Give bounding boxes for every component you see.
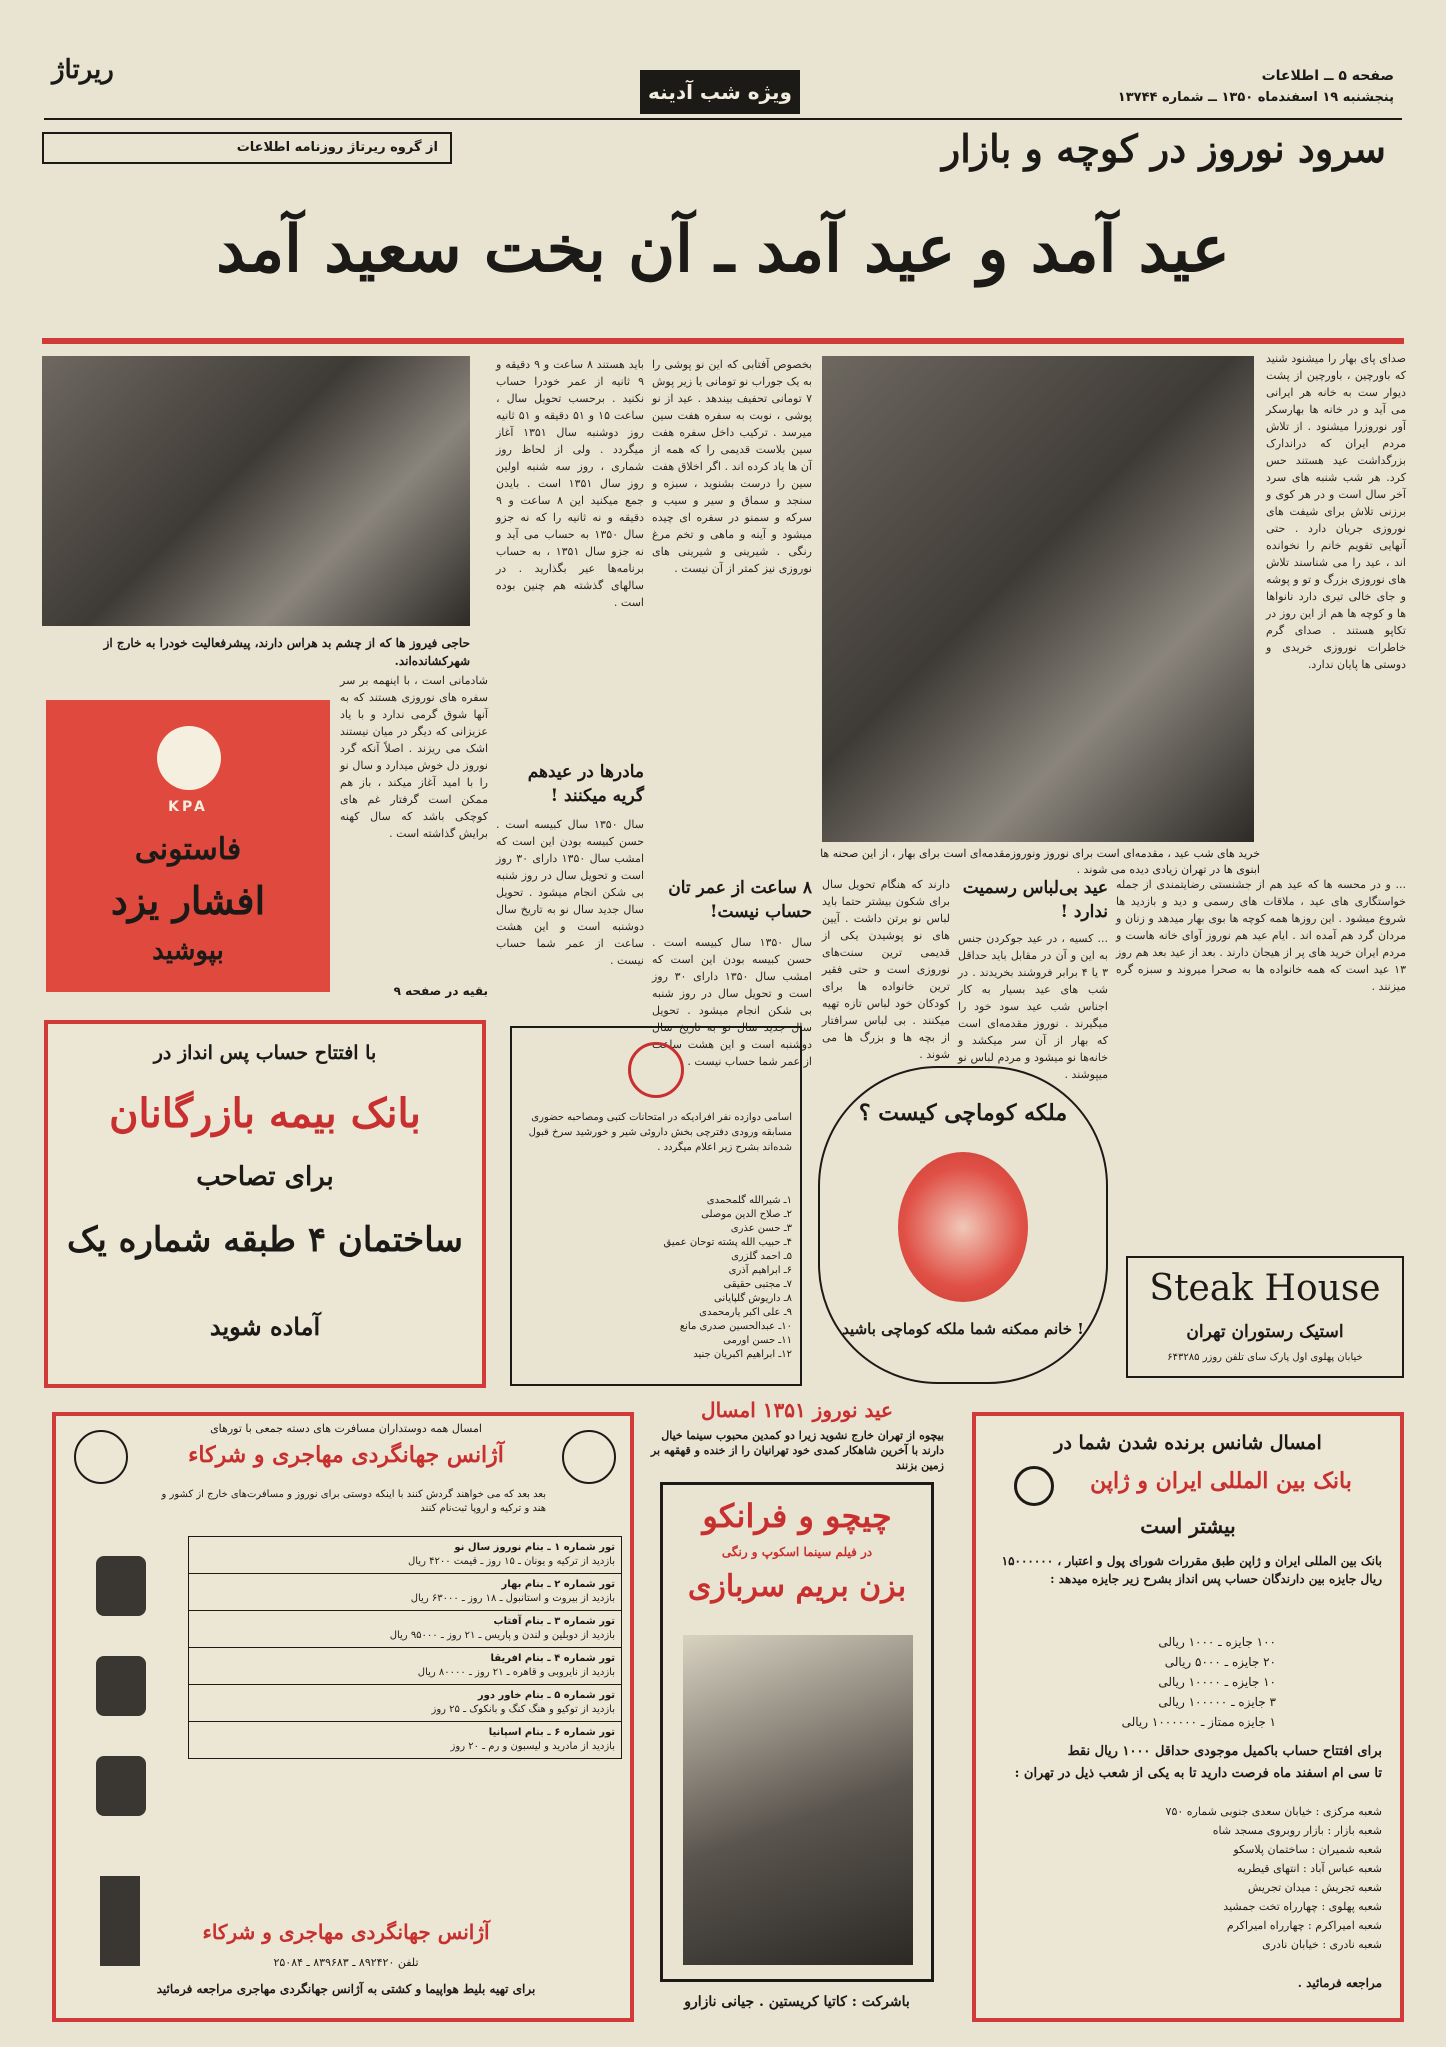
kicker: سرود نوروز در کوچه و بازار [941, 126, 1386, 171]
ij-bank: بانک بین المللی ایران و ژاپن [1090, 1468, 1352, 1494]
ij-footer: مراجعه فرمائید . [1297, 1976, 1382, 1990]
ad-bank-bime [44, 1020, 486, 1388]
results-name: ۶ـ ابراهیم آذری [728, 1265, 792, 1276]
article-col-lower-right: ... و در محسه ها که عید هم از جشنستی رضایتمندی از جمله خواستگاری های عید ، ملاقات های رسمی و دید و بازدید ها شروع میشود . این روزها همه کوچه ها بوی بهار میدهد و زنان و مردان گرد هم آمده اند . ایام عید هم نوروز آوای خانه هاست و مردم ایران خرید های پر از هیجان دارند . بعد از عید بعد هم روز ۱۳ عید است که همه خانواده ها به صحرا میروند و سبزه گره میزنند . [1116, 878, 1406, 993]
results-intro: اسامی دوازده نفر افرادیکه در امتحانات کتبی ومصاحبه حضوری مسابقه ورودی دفترچی بخش داروئی شیر و خورشید سرخ قبول شده‌اند بشرح زیر اعلام میگردد . [528, 1112, 792, 1153]
ij-branch: شعبه بازار : بازار روبروی مسجد شاه [1212, 1824, 1382, 1837]
travel-tour-table [188, 1536, 622, 1759]
ij-prize-value: ۱۰۰۰۰۰۰ ریالی [1121, 1715, 1197, 1729]
ij-logo-icon [1014, 1466, 1054, 1506]
subhead-hours: ۸ ساعت از عمر تان حساب نیست! [668, 878, 812, 922]
masthead-rule [44, 118, 1402, 120]
queen-top: ملکه کوماچی کیست ؟ [858, 1100, 1068, 1126]
ij-desc: بانک بین المللی ایران و ژاپن طبق مقررات شورای پول و اعتبار ، ۱۵۰۰۰۰۰۰ ریال جایزه بین دارندگان حساب پس انداز بشرح زیر جایزه میدهد : [1001, 1554, 1382, 1586]
ij-branches [992, 1802, 1382, 1954]
tour-name: تور شماره ۵ ـ بنام خاور دور [477, 1690, 615, 1701]
section-label: ویژه شب آدینه [640, 70, 800, 114]
results-name: ۳ـ حسن عذری [730, 1223, 792, 1234]
ij-cta1: برای افتتاح حساب باکمیل موجودی حداقل ۱۰۰۰ ریال نقط [1067, 1744, 1382, 1759]
ad-kpa [46, 700, 330, 992]
tour-row [189, 1537, 621, 1574]
main-headline: عید آمد و عید آمد ـ آن بخت سعید آمد [216, 212, 1230, 287]
photo-night-market [822, 356, 1254, 842]
ij-branch: شعبه مرکزی : خیابان سعدی جنوبی شماره ۷۵۰ [1165, 1805, 1382, 1818]
tour-row [189, 1574, 621, 1611]
tour-row [189, 1648, 621, 1685]
tour-detail: بازدید از بیروت و استانبول ـ ۱۸ روز ـ ۶۳۰۰۰ ریال [410, 1593, 615, 1604]
caption-right-photo: خرید های شب عید ، مقدمه‌ای است برای نوروز ونوروزمقدمه‌ای است برای بهار ، از این صحنه ها ابنوی ها در تهران زیادی دیده می شوند . [820, 847, 1260, 876]
ad-exam-results [510, 1026, 802, 1386]
article-col-right: صدای پای بهار را میشنود شنید که باورچین ، باورچین از پشت دیوار ست به خانه هر ایرانی می آید و در خانه ها بهارسکر آور نوروزرا میشنود . از تلاش مردم ایران که دراندارک بزرگداشت عید هستند حس کرد. هر شب شنبه های سرد آخر سال است و در هر کوی و برزنی تلاش برای شیفت های نوروزی جریان دارد . حتی آنهایی تقویم خانم را نخوانده اند ، عید را می شناسند تلاش های نوروزی بزرگ و تو و پوشه و جای خالی تیری دارد نانواها ها و کوچه ها هم از این روز در تکاپو هستند . صدای گرم خاطرات نوروزی خریدی و دوستی ها پایان ندارد. [1266, 352, 1406, 671]
results-name: ۱۱ـ حسن اورمی [723, 1335, 792, 1346]
article-col-mid-b: سال ۱۳۵۰ سال کبیسه است . حسن کبیسه بودن این است که امشب سال ۱۳۵۰ دارای ۳۰ روز است و تحویل سال در روز شنبه بی شکن انجام میشود . تحویل سال جدید سال نو به تاریخ سال دوشنبه است و این هشت ساعت از عمر شما حساب نیست . [496, 818, 644, 967]
ij-branch: شعبه شمیران : ساختمان پلاسکو [1233, 1843, 1382, 1856]
results-name: ۸ـ داریوش گلپایانی [714, 1293, 792, 1304]
article-col-lower-mid3: سال ۱۳۵۰ سال کبیسه است . حسن کبیسه بودن این است که امشب سال ۱۳۵۰ دارای ۳۰ روز است و تحویل سال در روز شنبه بی شکن انجام میشود . تحویل سال جدید سال نو به تاریخ سال دوشنبه است و این هشت ساعت از عمر شما حساب نیست . [652, 936, 812, 1068]
lion-sun-icon [628, 1042, 684, 1098]
kpa-logo-icon [157, 726, 221, 790]
caption-left-photo: حاجی فیروز ها که از چشم بد هراس دارند، پیشرفعالیت خودرا به خارج از شهرکشانده‌اند. [103, 636, 470, 668]
results-list [522, 1194, 792, 1362]
movie-title2: بزن بریم سربازی [687, 1569, 907, 1604]
bime-line3: برای تصاحب [196, 1162, 334, 1192]
horseman-icon [96, 1756, 146, 1816]
byline-box: از گروه ریرتاژ روزنامه اطلاعات [42, 132, 452, 164]
tour-row [189, 1611, 621, 1648]
results-name: ۱۰ـ عبدالحسین صدری مانع [679, 1321, 792, 1332]
results-name: ۲ـ صلاح الدین موصلی [701, 1209, 792, 1220]
queen-bottom: خانم ممکنه شما ملکه کوماچی باشید ! [842, 1320, 1084, 1338]
dancer-icon [96, 1656, 146, 1716]
ij-prize-value: ۱۰۰۰ ریالی [1158, 1635, 1215, 1649]
travel-phones: تلفن ۸۹۲۴۲۰ ـ ۸۳۹۶۸۳ ـ ۲۵۰۸۴ [273, 1956, 419, 1969]
travel-intro: امسال همه دوستداران مسافرت های دسته جمعی با تورهای [210, 1422, 482, 1435]
bime-line4: ساختمان ۴ طبقه شماره یک [66, 1220, 464, 1260]
article-col-lower-mid2: دارند که هنگام تحویل سال برای شکون بیشتر حتما باید لباس نو برتن داشت . آیین های نو پوشیدن یکی از قدیمی ترین سنت‌های نوروزی است و حتی فقیر ترین خانواده ها برای کودکان خود لباس تازه تهیه میکنند . بی لباس سرافتار از بچه ها و بزرگ ها می شوند . [822, 878, 950, 1061]
article-col-mid-right: بخصوص آفتابی که این نو پوشی را به یک جوراب نو تومانی یا زیر پوش ۷ تومانی تحفیف بیندهد . عید از نو پوشی ، نوبت به سفره هفت سین میرسد . ترکیب داخل سفره هفت سین بلاست قدیمی را که همه از آن ها یاد کرده اند . اگر اخلاق هفت سین را درست بشنوید ، سبزه و سنجد و سماق و سیر و سیب و سرکه و سمنو در سفره ای چیده میشود و آینه و ماهی و تخم مرغ رنگی . شیرینی و شیرینی های نوروزی نیز کمتر از آن نیست . [652, 358, 812, 575]
movie-title1: چیچو و فرانکو [702, 1497, 892, 1535]
kpa-line3: بپوشید [152, 936, 224, 966]
travel-logo-right-icon [562, 1430, 616, 1484]
ij-prize-value: ۵۰۰۰ ریالی [1164, 1655, 1221, 1669]
kpa-line1: فاستونی [134, 832, 242, 867]
ij-prize-label: ۲۰ جایزه [1231, 1655, 1276, 1669]
tour-name: تور شماره ۳ ـ بنام آفتاب [493, 1616, 615, 1627]
tour-row [189, 1722, 621, 1758]
results-name: ۹ـ علی اکبر یارمحمدی [699, 1307, 792, 1318]
article-col-left: شادمانی است ، با اینهمه بر سر سفره های نوروزی هستند که به آنها شوق گرمی ندارد و با یاد عزیزانی که دیگر در میان نیستند اشک می ریزند . اصلاً آنکه گرد نوروز دل خوش میدارد و سال نو را با امید آغاز میکند ، باز هم ممکن است گرفتار غم های کوچکی باشد که سال کهنه برایش گذاشته است . [340, 674, 488, 840]
ij-branch: شعبه امیراکرم : چهارراه امیراکرم [1226, 1919, 1382, 1932]
ij-prize-row: ۳ جایزه ـ ۱۰۰۰۰۰ ریالی [1158, 1695, 1276, 1709]
tour-detail: بازدید از ترکیه و یونان ـ ۱۵ روز ـ قیمت ۴۲۰۰ ریال [407, 1556, 615, 1567]
kpa-line2: افشار یزد [110, 878, 266, 923]
ij-branch: شعبه پهلوی : چهارراه تخت جمشید [1223, 1900, 1382, 1913]
kpa-logo-text: KPA [168, 799, 208, 815]
steak-addr: خیابان پهلوی اول پارک سای تلفن روزر ۶۴۳۲۸۵ [1167, 1352, 1363, 1363]
results-name: ۱ـ شیرالله گلمحمدی [706, 1195, 792, 1206]
issue-page: صفحه ۵ ــ اطلاعات [1261, 68, 1394, 84]
queen-portrait-icon [898, 1152, 1028, 1302]
ij-cta2: تا سی ام اسفند ماه فرصت دارید تا به یکی از شعب ذیل در تهران : [1014, 1766, 1382, 1781]
tour-detail: بازدید از توکیو و هنگ کنگ و بانکوک ـ ۲۵ روز [431, 1704, 615, 1715]
headline-red-rule [42, 338, 1404, 344]
ij-prize-label: ۳ جایزه [1238, 1695, 1276, 1709]
ij-prize-label: ۱ جایزه ممتاز [1208, 1715, 1276, 1729]
photo-haji-firouz [42, 356, 470, 626]
results-name: ۵ـ احمد گلزری [731, 1251, 792, 1262]
travel-title: آژانس جهانگردی مهاجری و شرکاء [188, 1442, 504, 1468]
tour-name: تور شماره ۱ ـ بنام نوروز سال نو [454, 1542, 615, 1553]
ij-branch: شعبه عباس آباد : انتهای قیطریه [1236, 1862, 1382, 1875]
article-col-lower-mid1: ... کسیه ، در عید جوکردن جنس به این و آن در مقابل باید حداقل ۳ یا ۴ برابر فروشند بخریدند . در شب های عید بسیار به کار اجناس شب عید سود خود را میگیرند . نوروز مقدمه‌ای است که بهار از آن سر میکشد و خانه‌ها نو میشود و مردم لباس نو میپوشند . [958, 932, 1108, 1081]
bime-line1: با افتتاح حساب پس انداز در [153, 1042, 377, 1064]
tour-name: تور شماره ۲ ـ بنام بهار [501, 1579, 615, 1590]
results-name: ۴ـ حبیب الله پشته توحان عمیق [663, 1237, 792, 1248]
bime-line2: بانک بیمه بازرگانان [109, 1090, 421, 1137]
steak-title: Steak House [1149, 1268, 1381, 1309]
issue-date: پنجشنبه ۱۹ اسفندماه ۱۳۵۰ ــ شماره ۱۳۷۴۴ [1117, 90, 1394, 105]
movie-subtitle: در فیلم سینما اسکوپ و رنگی [721, 1545, 873, 1559]
ij-prize-row: ۱ جایزه ممتاز ـ ۱۰۰۰۰۰۰ ریالی [1121, 1715, 1276, 1729]
tour-detail: بازدید از نایروبی و قاهره ـ ۲۱ روز ـ ۸۰۰۰۰ ریال [417, 1667, 615, 1678]
masthead-brand: ریرتاژ [52, 55, 114, 85]
subhead-clothes: عید بی‌لباس رسمیت ندارد ! [962, 878, 1108, 922]
ad-travel-agency [52, 1412, 634, 2022]
ij-branch: شعبه نادری : خیابان نادری [1262, 1938, 1382, 1951]
ad-queen-komachi [818, 1066, 1108, 1384]
ij-prizes [1096, 1632, 1276, 1732]
results-name: ۱۲ـ ابراهیم اکبریان جنید [693, 1349, 792, 1360]
travel-title-repeat: آژانس جهانگردی مهاجری و شرکاء [202, 1920, 490, 1944]
ij-prize-row: ۱۰ جایزه ـ ۱۰۰۰۰ ریالی [1158, 1675, 1276, 1689]
ij-prize-row: ۲۰ جایزه ـ ۵۰۰۰ ریالی [1164, 1655, 1276, 1669]
travel-desc: بعد بعد که می خواهند گردش کنند با اینکه دوستی برای نوروز و مسافرت‌های خارج از کشور و هند و ترکیه و اروپا ثبت‌نام کنند [161, 1489, 546, 1514]
movie-poster [660, 1482, 934, 1982]
tour-detail: بازدید از دوبلین و لندن و پاریس ـ ۲۱ روز ـ ۹۵۰۰۰ ریال [389, 1630, 615, 1641]
tour-detail: بازدید از مادرید و لیسبون و رم ـ ۲۰ روز [450, 1741, 615, 1752]
ad-steak-house [1126, 1256, 1404, 1378]
tour-name: تور شماره ۴ ـ بنام افریقا [490, 1653, 615, 1664]
tour-name: تور شماره ۶ ـ بنام اسپانیا [488, 1727, 615, 1738]
movie-top: عید نوروز ۱۳۵۱ امسال [701, 1398, 893, 1422]
travel-logo-left-icon [74, 1430, 128, 1484]
subhead-mothers: مادرها در عیدهم گریه میکنند ! [527, 762, 644, 806]
ij-prize-label: ۱۰ جایزه [1231, 1675, 1276, 1689]
ij-branch: شعبه تجریش : میدان تجریش [1247, 1881, 1382, 1894]
ij-line1: امسال شانس برنده شدن شما در [1054, 1432, 1322, 1454]
article-col-mid: باید هستند ۸ ساعت و ۹ دقیقه و ۹ ثانیه از عمر خودرا حساب نکنید . برحسب تحویل سال ، ساعت ۱۵ و ۵۱ دقیقه و ۵۱ ثانیه روز دوشنبه سال ۱۳۵۱ آغاز میگردد . ولی از لحاظ روز شماری ، روز سه شنبه اولین روز سال ۱۳۵۱ است . بایدن جمع میکنید این ۸ ساعت و ۹ دقیقه و نه ثانیه را که نه جزو سال ۱۳۵۰ به حساب می آید و نه جزو سال ۱۳۵۱ ، به حساب برنامه‌ها عیر بگذارید . در سالهای گذشته هم چنین بوده است . [496, 358, 644, 609]
continued-note: بقیه در صفحه ۹ [393, 984, 488, 998]
travel-footer: برای تهیه بلیط هواپیما و کشتی به آژانس جهانگردی مهاجری مراجعه فرمائید [156, 1982, 536, 1996]
movie-artwork [683, 1635, 913, 1965]
ij-prize-label: ۱۰۰ جایزه [1225, 1635, 1276, 1649]
ad-movie [644, 1398, 950, 2028]
movie-credits: باشرکت : کاتیا کریستین . جیانی نازارو [684, 1994, 910, 2010]
camel-rider-icon [96, 1556, 146, 1616]
ad-bank-iran-japan [972, 1412, 1404, 2022]
ij-prize-row: ۱۰۰ جایزه ـ ۱۰۰۰ ریالی [1158, 1635, 1276, 1649]
tour-row [189, 1685, 621, 1722]
ij-prize-value: ۱۰۰۰۰۰ ریالی [1158, 1695, 1228, 1709]
results-name: ۷ـ مجتبی حقیقی [723, 1279, 792, 1290]
steak-fa: استیک رستوران تهران [1186, 1322, 1344, 1342]
bime-line5: آماده شوید [209, 1312, 321, 1341]
ij-line2: بیشتر است [1140, 1514, 1236, 1538]
ij-prize-value: ۱۰۰۰۰ ریالی [1158, 1675, 1221, 1689]
movie-tag: بیچوه از تهران خارج نشوید زیرا دو کمدین محبوب سینما خیال دارند با آخرین شاهکار کمدی خود تهرانیان را از خنده و قهقهه بر زمین بزنند [650, 1429, 944, 1472]
